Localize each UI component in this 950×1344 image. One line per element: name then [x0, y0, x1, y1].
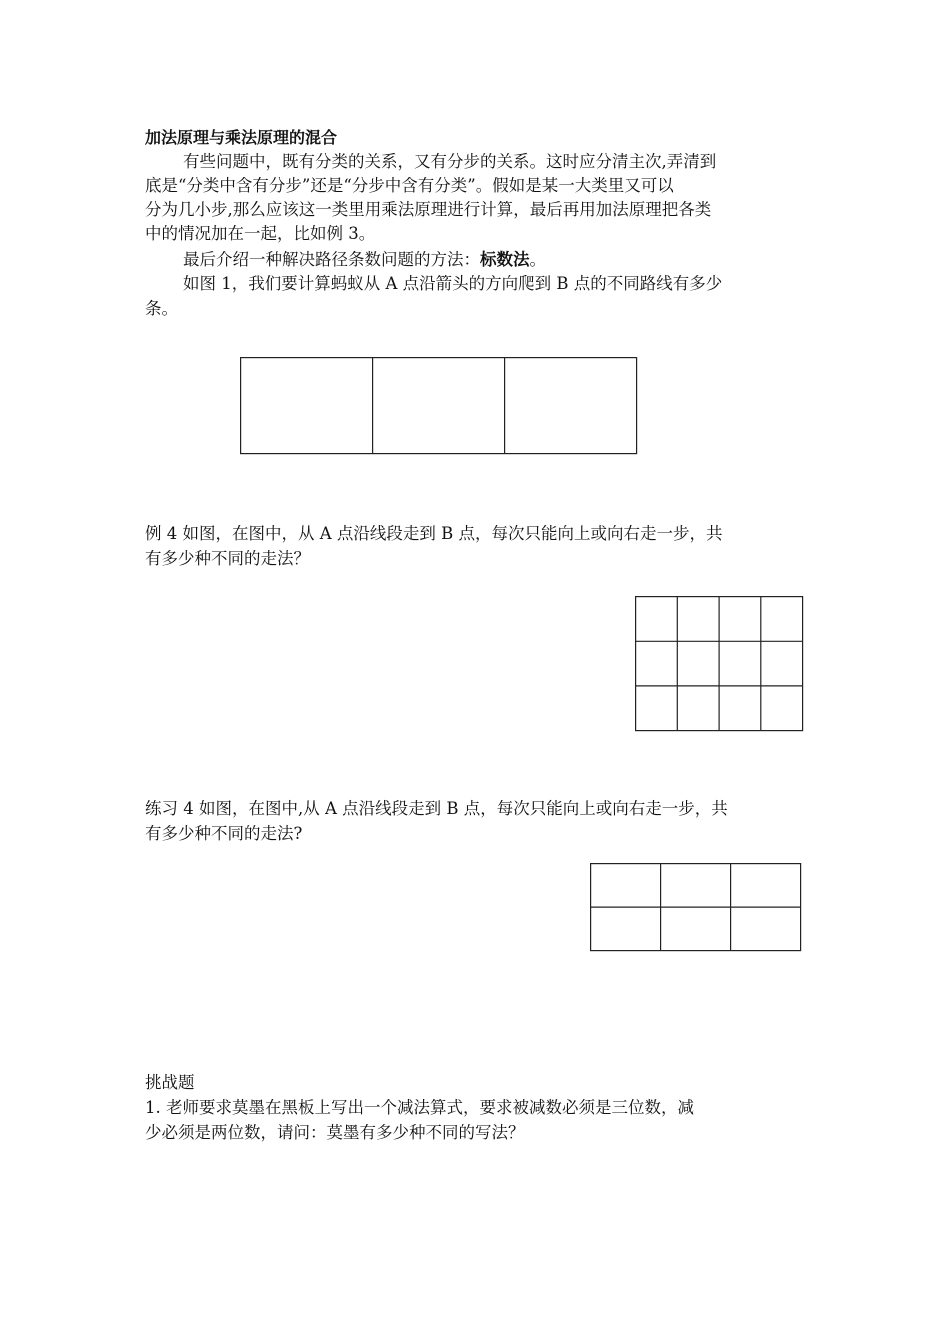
paragraph-line: 底是“分类中含有分步”还是“分步中含有分类”。假如是某一大类里又可以 [145, 176, 674, 195]
figure-3-grid [590, 863, 803, 953]
figure-2-grid [635, 596, 805, 733]
challenge-question-line: 少必须是两位数，请问：莫墨有多少种不同的写法？ [145, 1123, 525, 1142]
figure-1-grid [240, 357, 639, 456]
exercise-line: 有多少种不同的走法? [145, 824, 303, 843]
method-name: 标数法 [480, 250, 530, 269]
method-intro-end: 。 [529, 250, 546, 269]
page-title: 加法原理与乘法原理的混合 [145, 128, 338, 147]
method-intro-text: 最后介绍一种解决路径条数问题的方法： [183, 250, 480, 269]
example-line: 有多少种不同的走法？ [145, 549, 310, 568]
challenge-question-line: 1. 老师要求莫墨在黑板上写出一个减法算式，要求被减数必须是三位数，减 [145, 1098, 694, 1117]
paragraph-line: 如图 1，我们要计算蚂蚁从 A 点沿箭头的方向爬到 B 点的不同路线有多少 [183, 274, 723, 293]
paragraph-method-intro [183, 248, 546, 272]
paragraph-line: 条。 [145, 299, 178, 318]
paragraph-line: 有些问题中，既有分类的关系，又有分步的关系。这时应分清主次,弄清到 [183, 152, 717, 171]
paragraph-line: 中的情况加在一起，比如例 3。 [145, 224, 376, 243]
example-line: 例 4 如图，在图中，从 A 点沿线段走到 B 点，每次只能向上或向右走一步，共 [145, 524, 723, 543]
paragraph-line: 分为几小步,那么应该这一类里用乘法原理进行计算，最后再用加法原理把各类 [145, 200, 712, 219]
challenge-heading: 挑战题 [145, 1073, 195, 1092]
exercise-line: 练习 4 如图，在图中,从 A 点沿线段走到 B 点，每次只能向上或向右走一步，共 [145, 799, 728, 818]
